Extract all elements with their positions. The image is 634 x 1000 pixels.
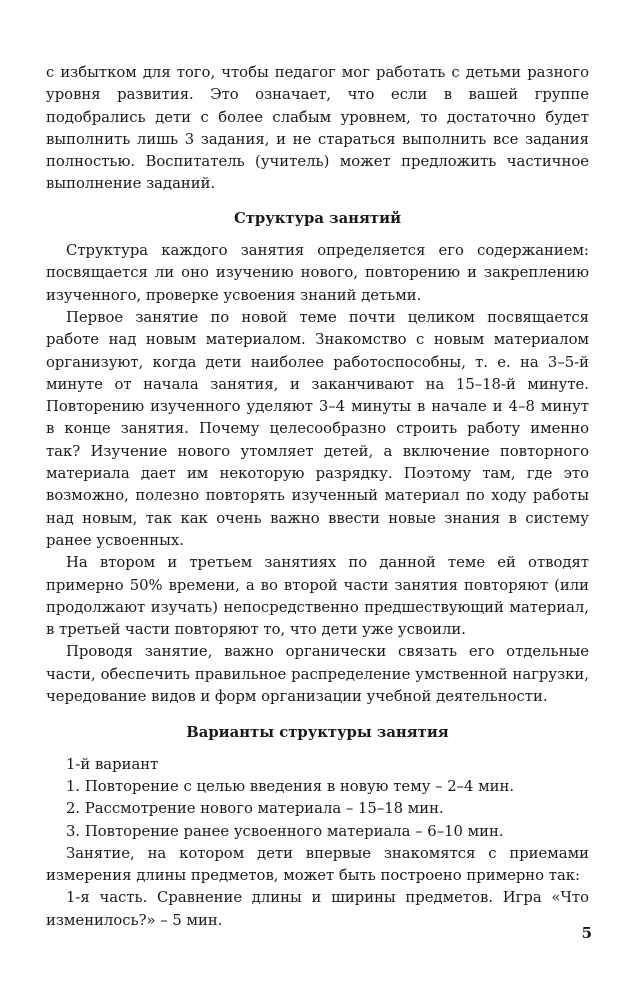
list-item: 2. Рассмотрение нового материала – 15–18 мин.: [66, 800, 444, 818]
paragraph: Структура каждого занятия определяется его содержанием: посвящается ли оно изучению нового, повторению и закреплению изученного, проверке усвоения знаний детьми.: [46, 242, 589, 304]
variant-label: 1-й вариант: [66, 755, 159, 773]
section-heading-structure-variants: Варианты структуры занятия: [186, 724, 449, 742]
paragraph: Первое занятие по новой теме почти целиком посвящается работе над новым материалом. Знакомство с новым материалом организуют, когда дети наиболее работоспособны, т. е. на 3–5-й минуте от начала занятия, и заканчивают на 15–18-й минуте. Повторению изученного уделяют 3–4 минуты в начале и 4–8 минут в конце занятия. Почему целесообразно строить работу именно так? Изучение нового утомляет детей, а включение повторного материала дает им некоторую разрядку. Поэтому там, где это возможно, полезно повторять изученный материал по ходу работы над новым, так как очень важно ввести новые знания в систему ранее усвоенных.: [46, 308, 589, 549]
page-number: 5: [581, 924, 592, 942]
intro-paragraph: с избытком для того, чтобы педагог мог работать с детьми разного уровня развития. Это означает, что если в вашей группе подобрались дети с более слабым уровнем, то достаточно будет выполнить лишь 3 задания, и не стараться выполнить все задания полностью. Воспитатель (учитель) может предложить частичное выполнение заданий.: [46, 64, 589, 193]
section-heading-lesson-structure: Структура занятий: [233, 209, 402, 227]
page-content: [46, 62, 589, 932]
paragraph: На втором и третьем занятиях по данной теме ей отводят примерно 50% времени, а во второй части занятия повторяют (или продолжают изучать) непосредственно предшествующий материал, в третьей части повторяют то, что дети уже усвоили.: [46, 554, 589, 639]
paragraph: Проводя занятие, важно органически связать его отдельные части, обеспечить правильное распределение умственной нагрузки, чередование видов и форм организации учебной деятельности.: [46, 643, 589, 706]
paragraph: 1-я часть. Сравнение длины и ширины предметов. Игра «Что изменилось?» – 5 мин.: [46, 889, 589, 929]
list-item: 1. Повторение с целью введения в новую тему – 2–4 мин.: [66, 777, 515, 795]
paragraph: Занятие, на котором дети впервые знакомятся с приемами измерения длины предметов, может быть построено примерно так:: [46, 844, 589, 885]
list-item: 3. Повторение ранее усвоенного материала – 6–10 мин.: [66, 822, 504, 840]
